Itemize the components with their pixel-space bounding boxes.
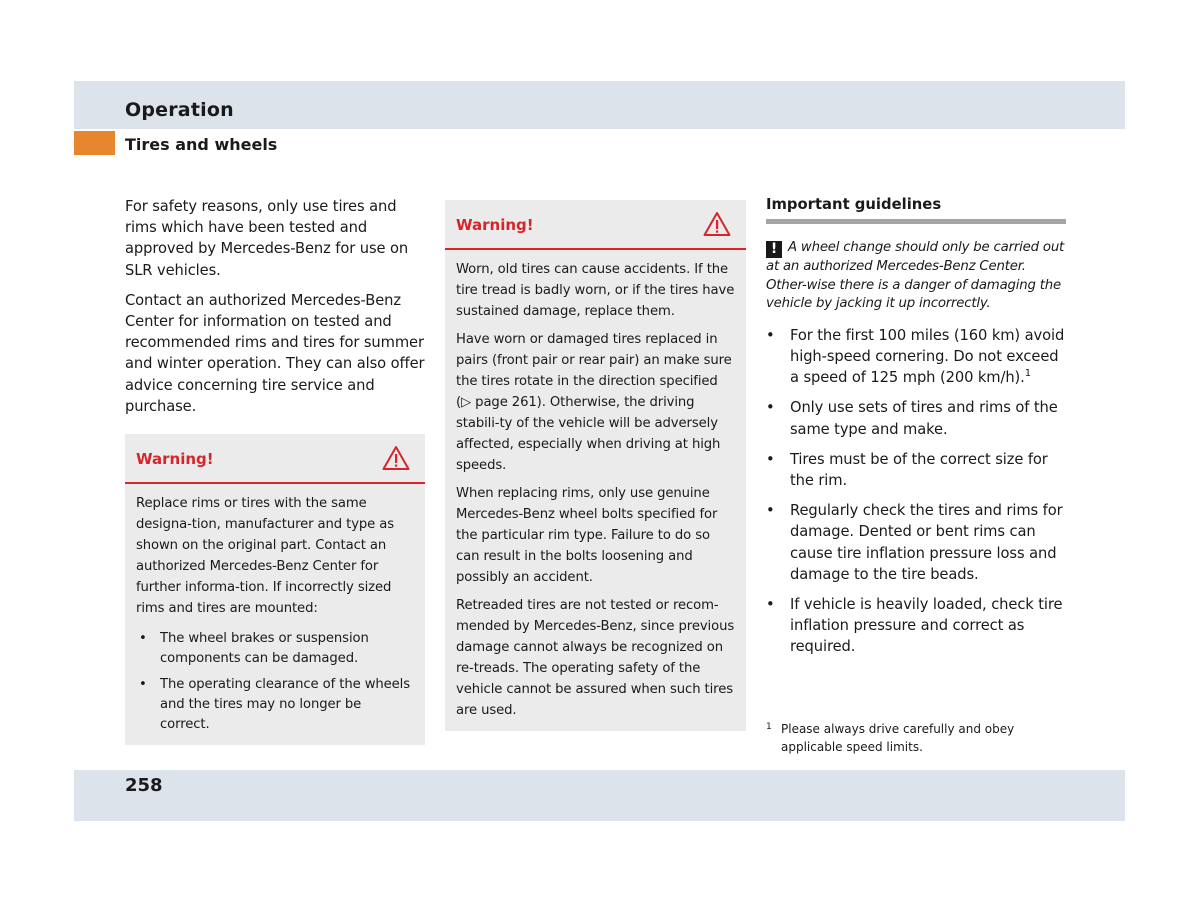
footnote	[766, 720, 1066, 756]
warning-paragraph: Retreaded tires are not tested or recom-mended by Mercedes-Benz, since previous damage cannot always be recognized on re-treads. The operating safety of the vehicle cannot be assured when such tires are used.	[456, 598, 735, 718]
page-number: 258	[125, 775, 163, 796]
warning-bullet-list	[136, 629, 414, 735]
warning-box-tires	[445, 200, 746, 731]
contact-paragraph: Contact an authorized Mercedes-Benz Center for information on tested and recommended rims and tires for summer and winter operation. They can also offer advice concerning tire service and purchase.	[125, 291, 425, 415]
warning-box-rims	[125, 434, 425, 745]
footnote-ref: 1	[1024, 368, 1032, 380]
warning-header	[125, 434, 425, 484]
list-item: • The operating clearance of the wheels and the tires may no longer be correct.	[136, 675, 414, 735]
list-item-text: For the first 100 miles (160 km) avoid high-speed cornering. Do not exceed a speed of 125 mph (200 km/h).	[790, 326, 1065, 387]
warning-label: Warning!	[136, 450, 214, 469]
section-title: Operation	[125, 99, 234, 121]
warning-text: Replace rims or tires with the same designa-tion, manufacturer and type as shown on the original part. Contact an authorized Mercedes-Benz Center for further informa-tion. If incorrectly sized rims and tires are mounted:	[136, 496, 395, 617]
warning-triangle-icon	[703, 211, 731, 237]
warning-label: Warning!	[456, 216, 534, 234]
warning-paragraph: Have worn or damaged tires replaced in pairs (front pair or rear pair) an make sure the tires rotate in the direction specified (▷ page 261). Otherwise, the driving stabili-ty of the vehicle will be adversely affected, especially when driving at high speeds.	[456, 332, 732, 473]
list-item: • Regularly check the tires and rims for damage. Dented or bent rims can cause tire inflation pressure loss and damage to the tire beads.	[766, 500, 1066, 585]
intro-paragraph: For safety reasons, only use tires and rims which have been tested and approved by Mercedes-Benz for use on SLR vehicles.	[125, 198, 409, 279]
list-item	[766, 325, 1066, 389]
exclamation-icon: !	[766, 241, 782, 258]
warning-paragraph: When replacing rims, only use genuine Mercedes-Benz wheel bolts specified for the particular rim type. Failure to do so can result in the bolts loosening and possibly an accident.	[456, 486, 718, 585]
guidelines-title: Important guidelines	[766, 196, 1066, 224]
guidelines-list	[766, 325, 1066, 658]
list-item: • The wheel brakes or suspension components can be damaged.	[136, 629, 414, 669]
subsection-title: Tires and wheels	[125, 135, 278, 154]
note-text: A wheel change should only be carried out at an authorized Mercedes-Benz Center. Other-wise there is a danger of damaging the vehicle by jacking it up incorrectly.	[766, 240, 1065, 312]
footnote-text: Please always drive carefully and obey applicable speed limits.	[781, 722, 1015, 754]
warning-paragraph: Worn, old tires can cause accidents. If the tire tread is badly worn, or if the tires have sustained damage, replace them.	[456, 262, 735, 319]
important-note	[766, 239, 1066, 314]
column-right	[766, 196, 1066, 658]
list-item: • Only use sets of tires and rims of the same type and make.	[766, 397, 1066, 439]
column-left	[125, 196, 425, 745]
warning-triangle-icon	[382, 445, 410, 471]
section-marker	[74, 131, 115, 155]
footer-band	[74, 770, 1125, 821]
list-item: • If vehicle is heavily loaded, check tire inflation pressure and correct as required.	[766, 594, 1066, 658]
column-middle	[445, 200, 746, 731]
footnote-mark: 1	[766, 722, 772, 732]
list-item: • Tires must be of the correct size for the rim.	[766, 449, 1066, 491]
warning-header	[445, 200, 746, 250]
